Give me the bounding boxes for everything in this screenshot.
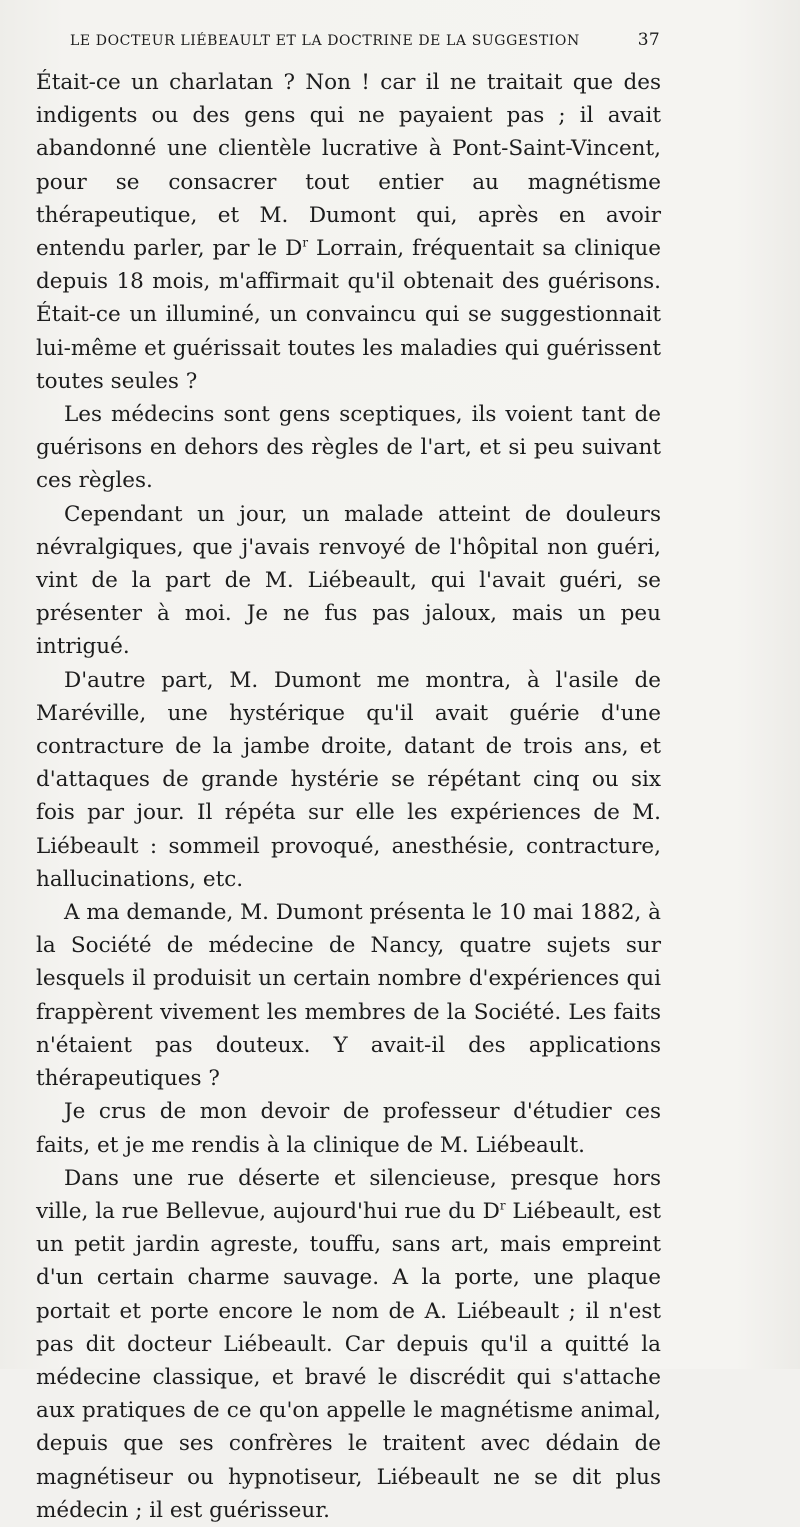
paragraph-1: Était-ce un charlatan ? Non ! car il ne traitait que des indigents ou des gens qui ne payaient pas ; il avait abandonné une clientèle lucrative à Pont-Saint-Vincent, pour se consacrer tout entier au magnétisme thérapeutique, et M. Dumont qui, après en avoir entendu parler, par le $D^r$ Lorrain, fréquentait sa clinique depuis 18 mois, m'affirmait qu'il obtenait des guérisons. Était-ce un illuminé, un convaincu qui se suggestionnait lui-même et guérissait toutes les maladies qui guérissent toutes seules ? [36,70,661,394]
paragraph-5: A ma demande, M. Dumont présenta le 10 mai 1882, à la Société de médecine de Nancy, quatre sujets sur lesquels il produisit un certain nombre d'expériences qui frappèrent vivement les membres de la Société. Les faits n'étaient pas douteux. Y avait-il des applications thérapeutiques ? [36,900,661,1092]
paragraph-7: Dans une rue déserte et silencieuse, presque hors ville, la rue Bellevue, aujourd'hui rue du $D^r$ Liébeault, est un petit jardin agreste, touffu, sans art, mais empreint d'un certain charme sauvage. A la porte, une plaque portait et porte encore le nom de A. Liébeault ; il n'est pas dit docteur Liébeault. Car depuis qu'il a quitté la médecine classique, et bravé le discrédit qui s'attache aux pratiques de ce qu'on appelle le magnétisme animal, depuis que ses confrères le traitent avec dédain de magnétiseur ou hypnotiseur, Liébeault ne se dit plus médecin ; il est guérisseur. [36,1165,661,1523]
paragraph-4: D'autre part, M. Dumont me montra, à l'asile de Maréville, une hystérique qu'il avait guérie d'une contracture de la jambe droite, datant de trois ans, et d'attaques de grande hystérie se répétant cinq ou six fois par jour. Il répéta sur elle les expériences de M. Liébeault : sommeil provoqué, anesthésie, contracture, hallucinations, etc. [36,667,661,892]
paragraph-6: Je crus de mon devoir de professeur d'étudier ces faits, et je me rendis à la clinique de M. Liébeault. [36,1099,661,1158]
running-header [70,30,660,50]
paragraph-3: Cependant un jour, un malade atteint de douleurs névralgiques, que j'avais renvoyé de l'hôpital non guéri, vint de la part de M. Liébeault, qui l'avait guéri, se présenter à moi. Je ne fus pas jaloux, mais un peu intrigué. [36,501,661,660]
running-title: LE DOCTEUR LIÉBEAULT ET LA DOCTRINE DE LA SUGGESTION [70,33,580,49]
paragraph-2: Les médecins sont gens sceptiques, ils voient tant de guérisons en dehors des règles de l'art, et si peu suivant ces règles. [36,402,661,494]
body-text [36,66,661,1527]
page-number: 37 [637,30,660,50]
